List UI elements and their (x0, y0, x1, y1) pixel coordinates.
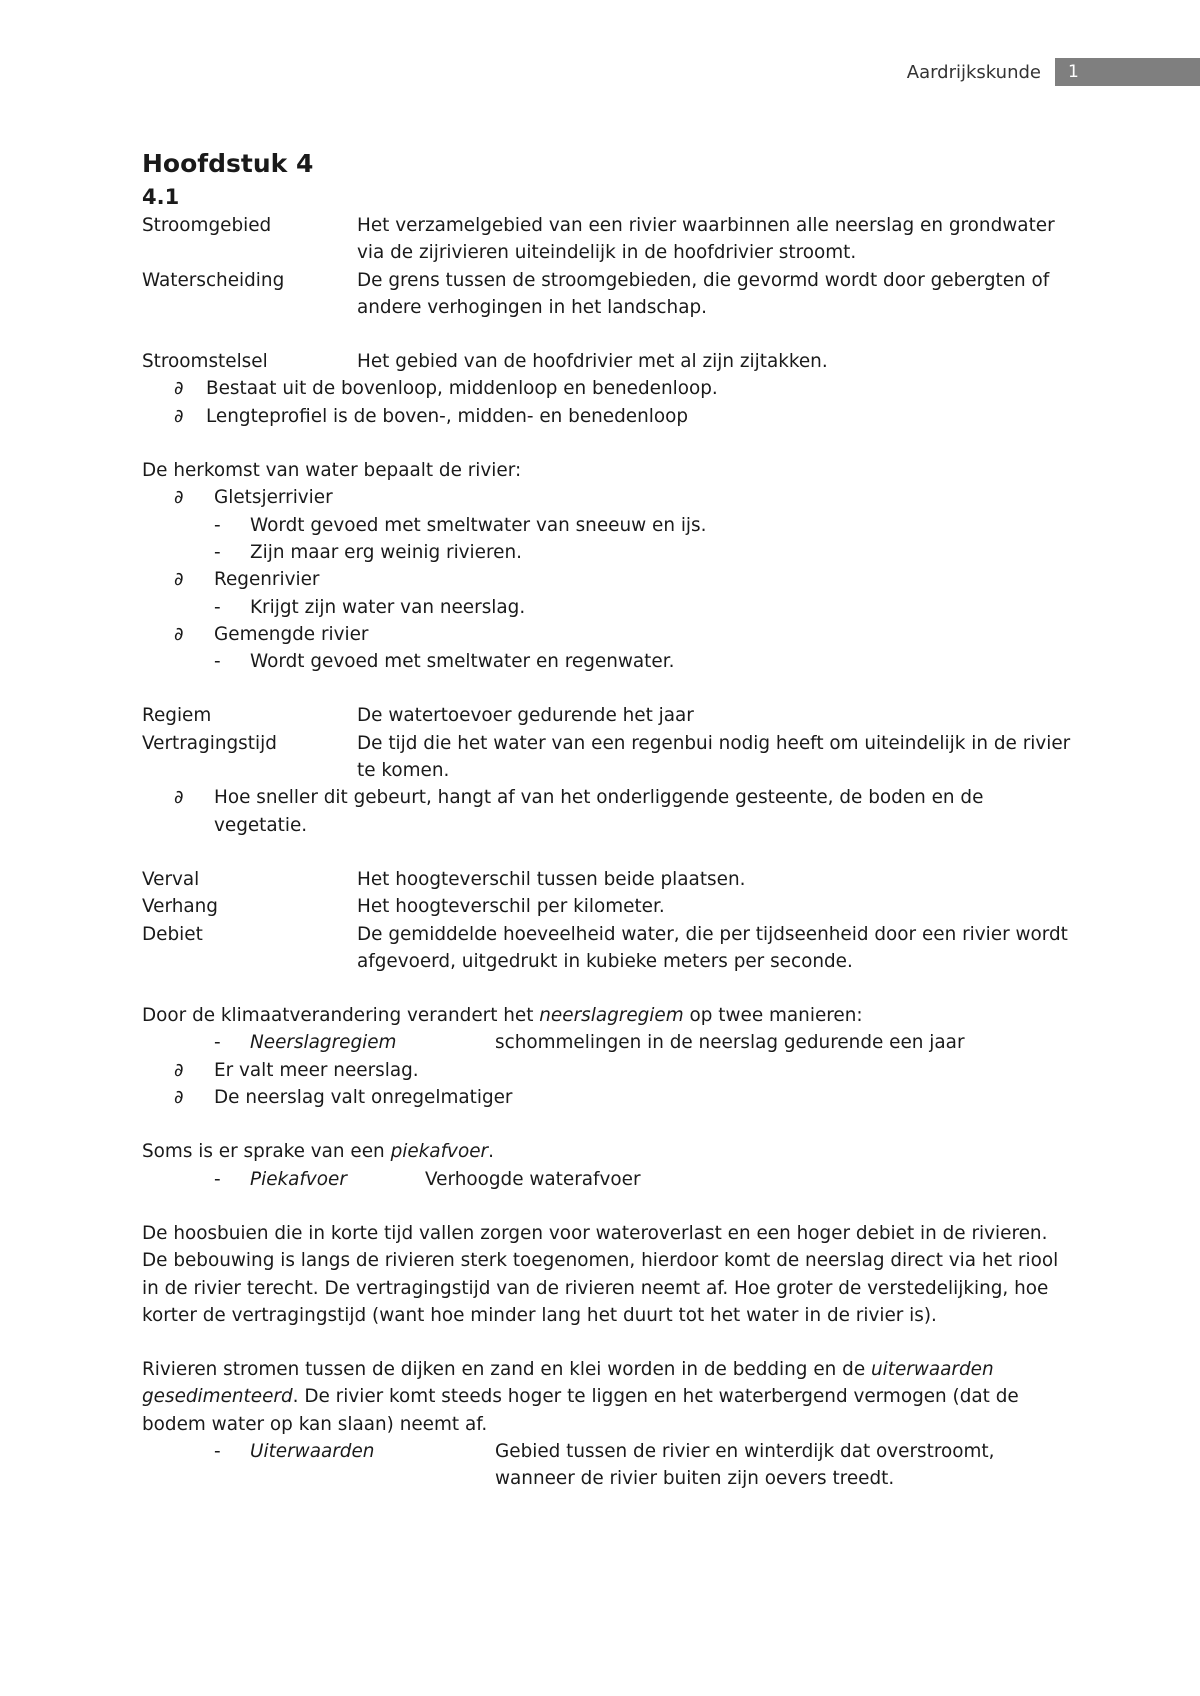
definition-desc: Het hoogteverschil per kilometer. (357, 896, 665, 918)
chapter-title: Hoofdstuk 4 (142, 149, 314, 178)
klimaat-intro (142, 1002, 1072, 1029)
dash-term: Neerslagregiem (250, 1032, 397, 1054)
definition-term: Regiem (142, 705, 212, 727)
bullet-icon: ∂ (174, 787, 184, 809)
sub-list-item (142, 1166, 1072, 1193)
list-item (142, 566, 1072, 593)
bullet-icon: ∂ (174, 487, 184, 509)
page-header (907, 58, 1200, 86)
paragraph-rivieren (142, 1356, 1072, 1438)
definition-term: Waterscheiding (142, 269, 285, 291)
sub-list-item (142, 512, 1072, 539)
definition-term: Verval (142, 868, 200, 890)
bullet-icon: ∂ (174, 1059, 184, 1081)
definition-desc: Het hoogteverschil tussen beide plaatsen. (357, 868, 746, 890)
definition-verhang (142, 893, 1072, 920)
klimaat-intro-text-end: op twee manieren: (683, 1005, 863, 1027)
list-item-text: Gemengde rivier (214, 623, 369, 645)
list-item-text: Er valt meer neerslag. (214, 1059, 419, 1081)
list-item (142, 621, 1072, 648)
klimaat-intro-italic: neerslagregiem (539, 1005, 684, 1027)
sub-list-item (142, 594, 1072, 621)
list-item-text: Krijgt zijn water van neerslag. (250, 596, 526, 618)
definition-verval (142, 866, 1072, 893)
piek-intro-text: Soms is er sprake van een (142, 1141, 391, 1163)
bullet-icon: ∂ (174, 405, 184, 427)
definition-vertragingstijd (142, 730, 1072, 785)
list-item (142, 1057, 1072, 1084)
definition-desc: De grens tussen de stroomgebieden, die gevormd wordt door gebergten of andere verhogingen in het landschap. (357, 269, 1050, 318)
definition-term: Debiet (142, 923, 203, 945)
header-title: Aardrijkskunde (906, 61, 1041, 83)
definition-term: Stroomgebied (142, 215, 272, 236)
list-item-text: De neerslag valt onregelmatiger (214, 1087, 513, 1109)
paragraph-text: Rivieren stromen tussen de dijken en zand en klei worden in de bedding en de (142, 1359, 871, 1381)
definition-waterscheiding (142, 267, 1072, 322)
definition-desc: De tijd die het water van een regenbui nodig heeft om uiteindelijk in de rivier te komen. (357, 732, 1071, 782)
list-item (142, 403, 1072, 430)
list-item-text: Hoe sneller dit gebeurt, hangt af van het onderliggende gesteente, de boden en de vegetatie. (214, 787, 984, 836)
dash-desc: Verhoogde waterafvoer (425, 1168, 641, 1190)
dash-icon: - (214, 514, 221, 536)
paragraph-italic: uiterwaarden gesedimenteerd (142, 1359, 994, 1408)
paragraph-text-end: . De rivier komt steeds hoger te liggen en het waterbergend vermogen (dat de bodem water op kan slaan) neemt af. (142, 1386, 1019, 1435)
page-number: 1 (1055, 58, 1200, 86)
list-item (142, 1084, 1072, 1111)
list-item-text: Lengteprofiel is de boven-, midden- en benedenloop (206, 405, 689, 427)
section-title: 4.1 (142, 185, 180, 209)
piek-intro-italic: piekafvoer (390, 1141, 489, 1163)
definition-term: Verhang (142, 896, 218, 918)
definition-debiet (142, 921, 1072, 976)
dash-term: Piekafvoer (250, 1168, 347, 1190)
dash-icon: - (214, 1032, 221, 1054)
list-item-text: Wordt gevoed met smeltwater van sneeuw en ijs. (250, 514, 707, 536)
list-item (142, 375, 1072, 402)
definition-regiem (142, 702, 1072, 729)
paragraph-hoosbuien: De hoosbuien die in korte tijd vallen zorgen voor wateroverlast en een hoger debiet in de rivieren. De bebouwing is langs de rivieren sterk toegenomen, hierdoor komt de neerslag direct via het riool in de rivier terecht. De vertragingstijd van de rivieren neemt af. Hoe groter de verstedelijking, hoe korter de vertragingstijd (want hoe minder lang het duurt tot het water in de rivier is). (142, 1222, 1059, 1326)
piekafvoer-intro (142, 1138, 1072, 1165)
sub-list-item (142, 1029, 1072, 1056)
klimaat-intro-text: Door de klimaatverandering verandert het (142, 1005, 540, 1027)
list-item (142, 784, 1072, 839)
list-item-text: Gletsjerrivier (214, 487, 333, 509)
definition-desc: De gemiddelde hoeveelheid water, die per tijdseenheid door een rivier wordt afgevoerd, uitgedrukt in kubieke meters per seconde. (357, 923, 1068, 972)
definition-desc: De watertoevoer gedurende het jaar (357, 705, 694, 727)
dash-icon: - (214, 1440, 221, 1462)
definition-stroomgebied (142, 212, 1072, 267)
sub-list-item (142, 1438, 1072, 1493)
bullet-icon: ∂ (174, 378, 184, 400)
dash-icon: - (214, 596, 221, 618)
list-item-text: Bestaat uit de bovenloop, middenloop en benedenloop. (206, 378, 718, 400)
definition-term: Vertragingstijd (142, 732, 277, 754)
definition-term: Stroomstelsel (142, 351, 268, 373)
dash-desc: Gebied tussen de rivier en winterdijk dat overstroomt, wanneer de rivier buiten zijn oevers treedt. (495, 1440, 995, 1490)
herkomst-intro: De herkomst van water bepaalt de rivier: (142, 460, 522, 482)
dash-icon: - (214, 651, 221, 673)
bullet-icon: ∂ (174, 1087, 184, 1109)
dash-term: Uiterwaarden (250, 1440, 375, 1462)
document-body (142, 140, 1072, 1493)
definition-stroomstelsel (142, 348, 1072, 375)
definition-desc: Het verzamelgebied van een rivier waarbinnen alle neerslag en grondwater via de zijrivieren uiteindelijk in de hoofdrivier stroomt. (357, 215, 1055, 264)
list-item-text: Regenrivier (214, 569, 320, 591)
dash-icon: - (214, 541, 221, 563)
piek-intro-text-end: . (488, 1141, 494, 1163)
list-item-text: Wordt gevoed met smeltwater en regenwater. (250, 651, 675, 673)
bullet-icon: ∂ (174, 569, 184, 591)
dash-icon: - (214, 1168, 221, 1190)
sub-list-item (142, 539, 1072, 566)
list-item-text: Zijn maar erg weinig rivieren. (250, 541, 522, 563)
list-item (142, 484, 1072, 511)
dash-desc: schommelingen in de neerslag gedurende een jaar (495, 1032, 965, 1054)
sub-list-item (142, 648, 1072, 675)
definition-desc: Het gebied van de hoofdrivier met al zijn zijtakken. (357, 351, 828, 373)
bullet-icon: ∂ (174, 623, 184, 645)
